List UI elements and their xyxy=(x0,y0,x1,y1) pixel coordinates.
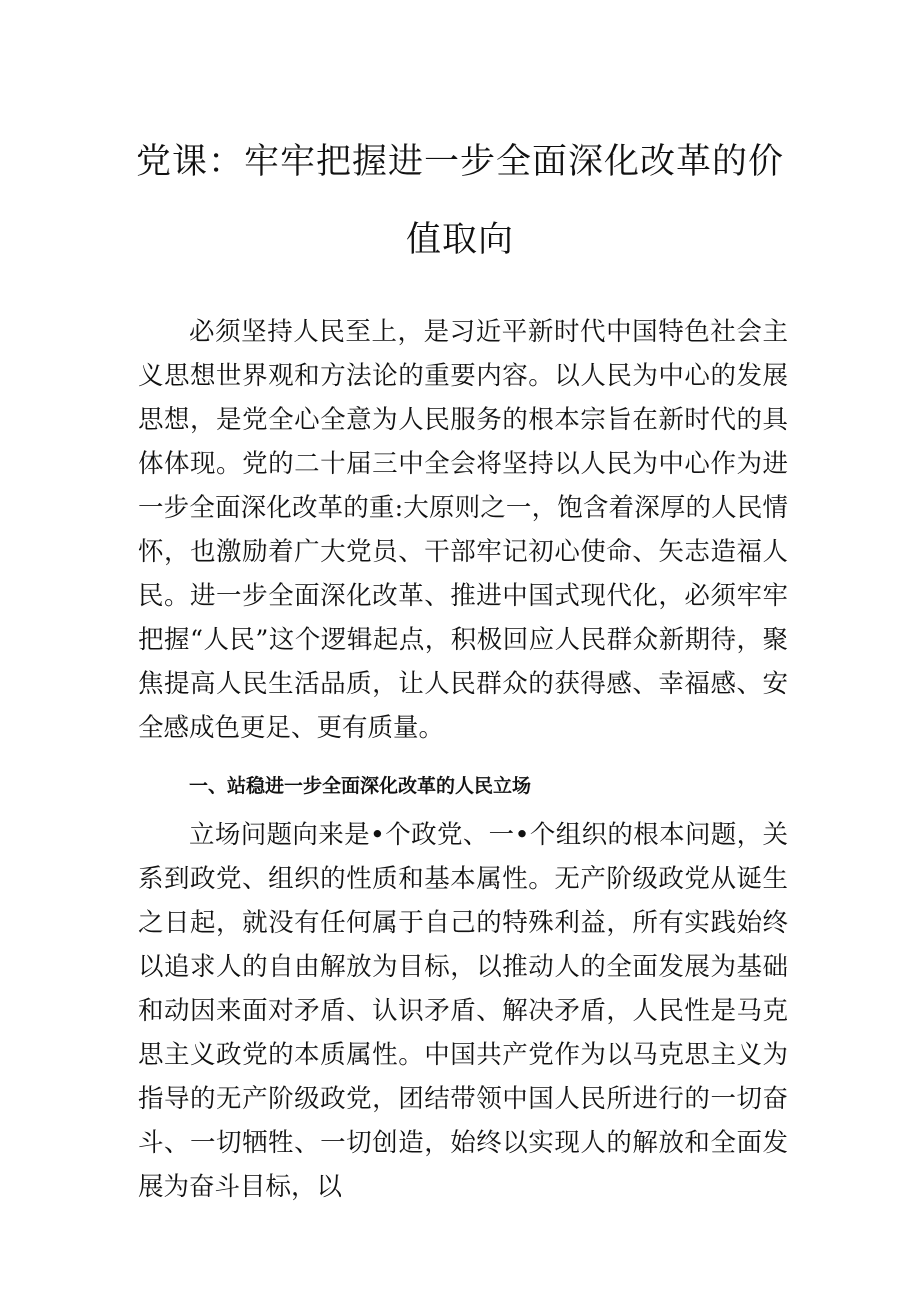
section-1-paragraph: 立场问题向来是•个政党、一•个组织的根本问题，关系到政党、组织的性质和基本属性。无产阶级政党从诞生之日起，就没有任何属于自己的特殊利益，所有实践始终以追求人的自由解放为目标，以推动人的全面发展为基础和动因来面对矛盾、认识矛盾、解决矛盾，人民性是马克思主义政党的本质属性。中国共产党作为以马克思主义为指导的无产阶级政党，团结带领中国人民所进行的一切奋斗、一切牺牲、一切创造，始终以实现人的解放和全面发展为奋斗目标，以 xyxy=(138,820,788,1202)
intro-paragraph: 必须坚持人民至上，是习近平新时代中国特色社会主义思想世界观和方法论的重要内容。以人民为中心的发展思想，是党全心全意为人民服务的根本宗旨在新时代的具体体现。党的二十届三中全会将坚持以人民为中心作为进一步全面深化改革的重:大原则之一，饱含着深厚的人民情怀，也激励着广大党员、干部牢记初心使命、矢志造福人民。进一步全面深化改革、推进中国式现代化，必须牢牢把握“人民”这个逻辑起点，积极回应人民群众新期待，聚焦提高人民生活品质，让人民群众的获得感、幸福感、安全感成色更足、更有质量。 xyxy=(138,317,788,743)
document-title-line-1: 党课：牢牢把握进一步全面深化改革的价 xyxy=(135,142,784,182)
section-heading-1: 一、站稳进一步全面深化改革的人民立场 xyxy=(189,775,532,797)
document-title-line-2: 值取向 xyxy=(405,220,514,260)
